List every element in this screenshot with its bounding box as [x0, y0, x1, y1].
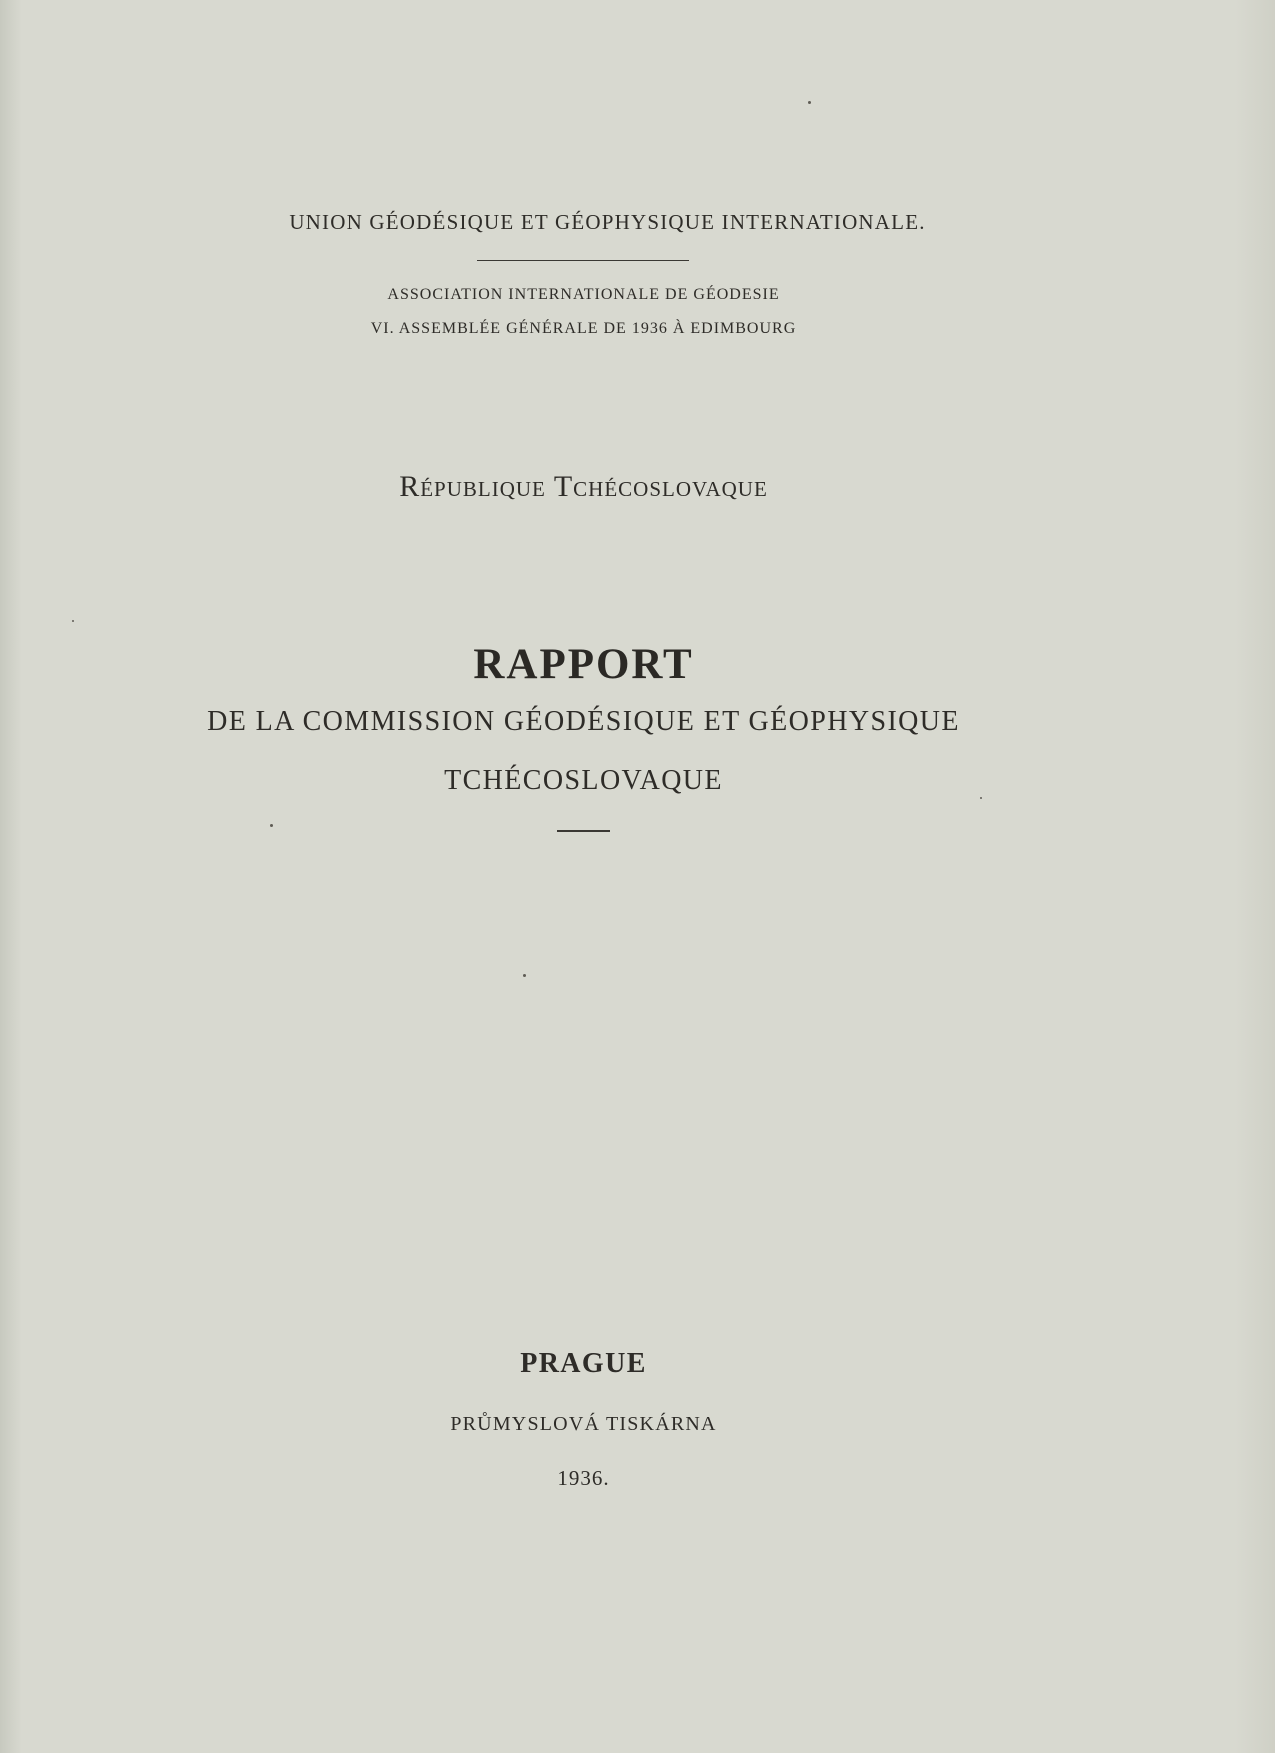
- paper-speck: [270, 824, 273, 827]
- imprint-year: 1936.: [557, 1466, 610, 1490]
- union-heading: UNION GÉODÉSIQUE ET GÉOPHYSIQUE INTERNATIONALE.: [289, 210, 926, 234]
- imprint-printer: PRŮMYSLOVÁ TISKÁRNA: [450, 1413, 717, 1435]
- header-divider: [477, 260, 689, 261]
- country-heading: République Tchécoslovaque: [399, 470, 768, 503]
- report-subtitle-line-1: DE LA COMMISSION GÉODÉSIQUE ET GÉOPHYSIQUE: [207, 706, 960, 737]
- assembly-heading: VI. ASSEMBLÉE GÉNÉRALE DE 1936 À EDIMBOURG: [370, 320, 797, 337]
- report-subtitle-line-2: TCHÉCOSLOVAQUE: [444, 765, 723, 796]
- imprint-city: PRAGUE: [520, 1348, 647, 1379]
- report-title: RAPPORT: [473, 641, 694, 688]
- association-heading: ASSOCIATION INTERNATIONALE DE GÉODESIE: [387, 286, 780, 303]
- page-edge-shadow-right: [1235, 0, 1275, 1753]
- paper-speck: [808, 101, 811, 104]
- paper-speck: [980, 797, 982, 799]
- paper-speck: [523, 974, 526, 977]
- paper-speck: [72, 620, 74, 622]
- title-divider: [557, 830, 610, 832]
